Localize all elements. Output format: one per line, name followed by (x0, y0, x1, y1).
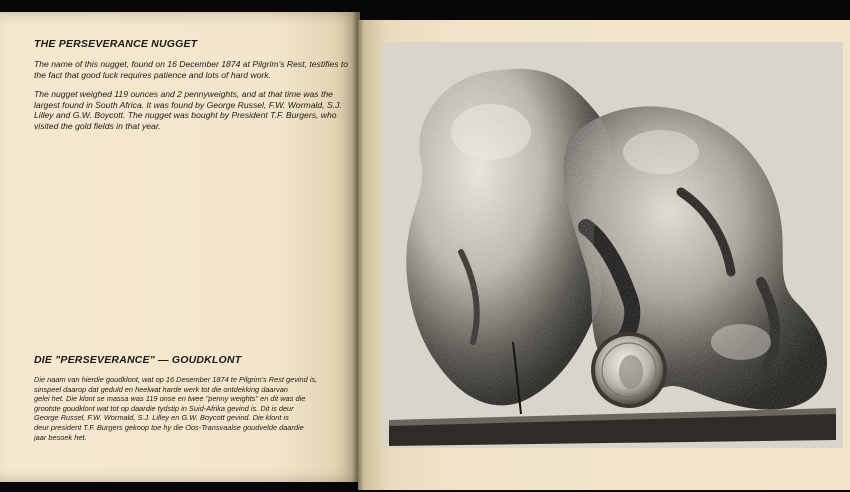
text-line: grootste goudklont wat tot op daardie tydstip in Suid-Afrika gevind is. Dit is deur (34, 403, 294, 413)
text-line: The name of this nugget, found on 16 December 1874 at Pilgrim's Rest, testifies to (34, 59, 349, 69)
english-paragraph-1 (34, 59, 364, 80)
text-line: jaar besoek het. (34, 432, 87, 442)
afrikaans-text-block (34, 354, 364, 451)
coin (591, 332, 667, 408)
afrikaans-heading: DIE "PERSEVERANCE" — GOUDKLONT (34, 354, 242, 366)
text-line: The nugget weighed 119 ounces and 2 pennyweights, and at that time was the (34, 89, 333, 99)
text-line: Die naam van hierdie goudklont, wat op 16 Desember 1874 te Pilgrim's Rest gevind is, (34, 375, 318, 384)
nugget-illustration (381, 42, 843, 448)
text-line: sinspeel daarop dat geduld en heelwat harde werk tot die ontdekking daarvan (34, 384, 288, 394)
text-line: the fact that good luck requires patience and lots of hard work. (34, 69, 271, 80)
text-line: Lilley and G.W. Boycott. The nugget was bought by President T.F. Burgers, who (34, 110, 337, 120)
text-line: gelei het. Die klont se massa was 119 onse en twee "penny weights" en dit was die (34, 394, 306, 404)
english-text-block (34, 38, 364, 140)
text-line: George Russel, F.W. Wormald, S.J. Lilley en G.W. Boycott gevind. Die klont is (34, 413, 289, 423)
english-paragraph-2 (34, 89, 364, 131)
english-heading: THE PERSEVERANCE NUGGET (34, 38, 198, 50)
afrikaans-paragraph-1 (34, 375, 364, 442)
text-line: visited the gold fields in that year. (34, 120, 161, 131)
book-gutter (352, 10, 364, 492)
nugget-photo (381, 42, 843, 448)
left-page (0, 12, 360, 482)
text-line: deur president T.F. Burgers gekoop toe hy die Oos-Transvaalse goudvelde daardie (34, 422, 304, 432)
text-line: largest found in South Africa. It was found by George Russel, F.W. Wormald, S.J. (34, 99, 342, 110)
